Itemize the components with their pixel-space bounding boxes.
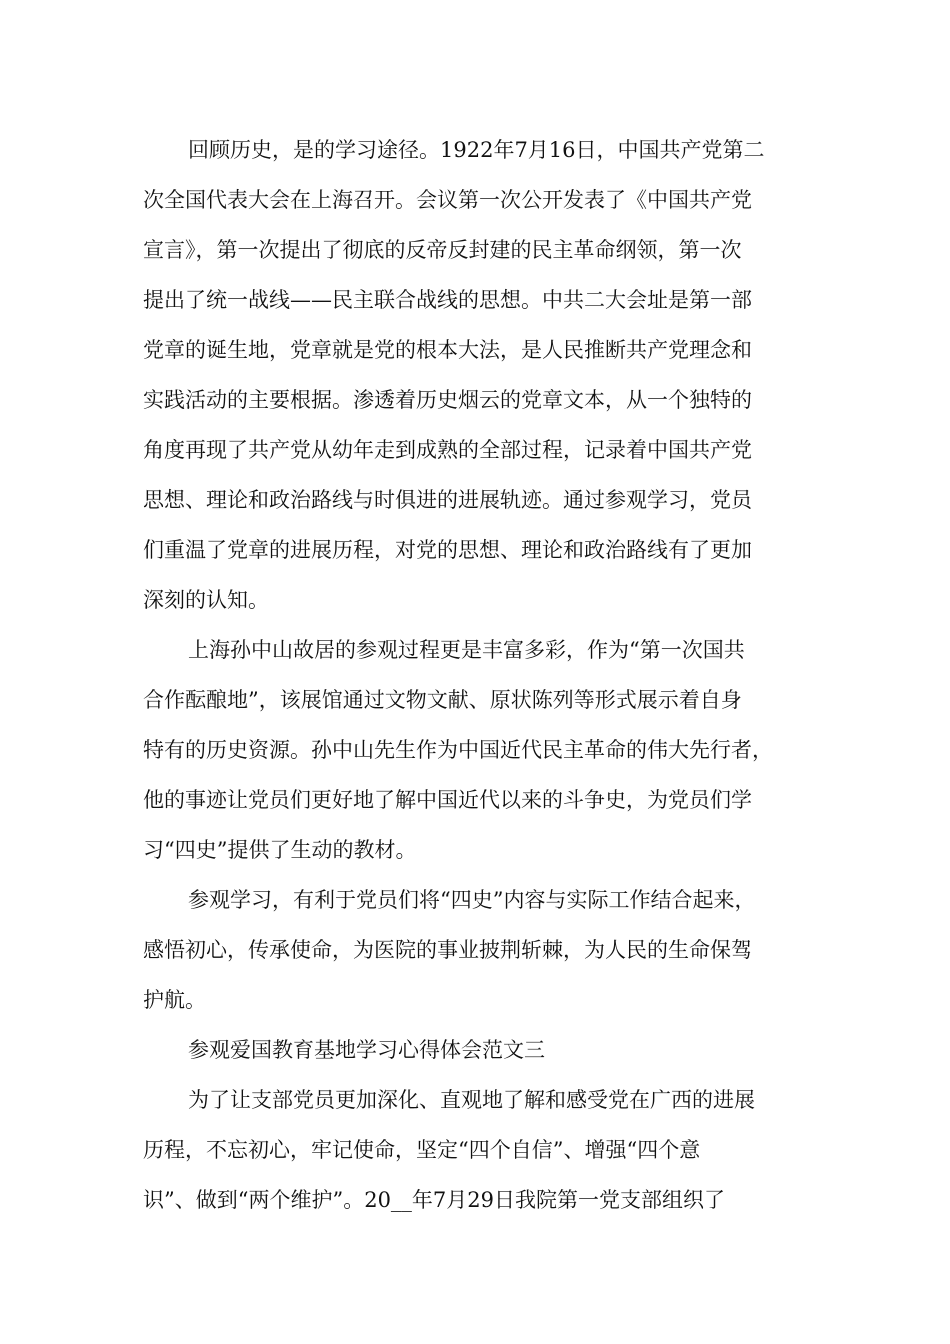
paragraph-3-line-3: 护航。 [143,988,206,1012]
paragraph-1-line-4: 提出了统一战线——民主联合战线的思想。中共二大会址是第一部 [143,288,752,312]
paragraph-2-line-3: 特有的历史资源。孙中山先生作为中国近代民主革命的伟大先行者， [143,738,773,762]
paragraph-1-line-7: 角度再现了共产党从幼年走到成熟的全部过程，记录着中国共产党 [143,438,752,462]
paragraph-3-line-1: 参观学习，有利于党员们将“四史”内容与实际工作结合起来， [188,888,756,912]
paragraph-3-line-2: 感悟初心，传承使命，为医院的事业披荆斩棘，为人民的生命保驾 [143,938,752,962]
paragraph-1-line-3: 宣言》，第一次提出了彻底的反帝反封建的民主革命纲领，第一次 [143,238,742,262]
paragraph-4-line-2: 历程，不忘初心，牢记使命，坚定“四个自信”、增强“四个意 [143,1138,701,1162]
paragraph-1-line-2: 次全国代表大会在上海召开。会议第一次公开发表了《中国共产党 [143,188,752,212]
paragraph-1-line-8: 思想、理论和政治路线与时俱进的进展轨迹。通过参观学习，党员 [143,488,752,512]
paragraph-1-line-10: 深刻的认知。 [143,588,269,612]
paragraph-2-line-2: 合作酝酿地”，该展馆通过文物文献、原状陈列等形式展示着自身 [143,688,742,712]
paragraph-2-line-4: 他的事迹让党员们更好地了解中国近代以来的斗争史，为党员们学 [143,788,752,812]
paragraph-2-line-5: 习“四史”提供了生动的教材。 [143,838,417,862]
paragraph-4-line-1: 为了让支部党员更加深化、直观地了解和感受党在广西的进展 [188,1088,755,1112]
paragraph-1-line-5: 党章的诞生地，党章就是党的根本大法，是人民推断共产党理念和 [143,338,752,362]
paragraph-4-line-3: 识”、做到“两个维护”。20__年7月29日我院第一党支部组织了 [143,1188,726,1212]
paragraph-1-line-6: 实践活动的主要根据。渗透着历史烟云的党章文本，从一个独特的 [143,388,752,412]
paragraph-1-line-1: 回顾历史，是的学习途径。1922年7月16日，中国共产党第二 [188,138,765,162]
paragraph-1-line-9: 们重温了党章的进展历程，对党的思想、理论和政治路线有了更加 [143,538,752,562]
paragraph-2-line-1: 上海孙中山故居的参观过程更是丰富多彩，作为“第一次国共 [188,638,745,662]
section-heading: 参观爱国教育基地学习心得体会范文三 [188,1038,545,1062]
